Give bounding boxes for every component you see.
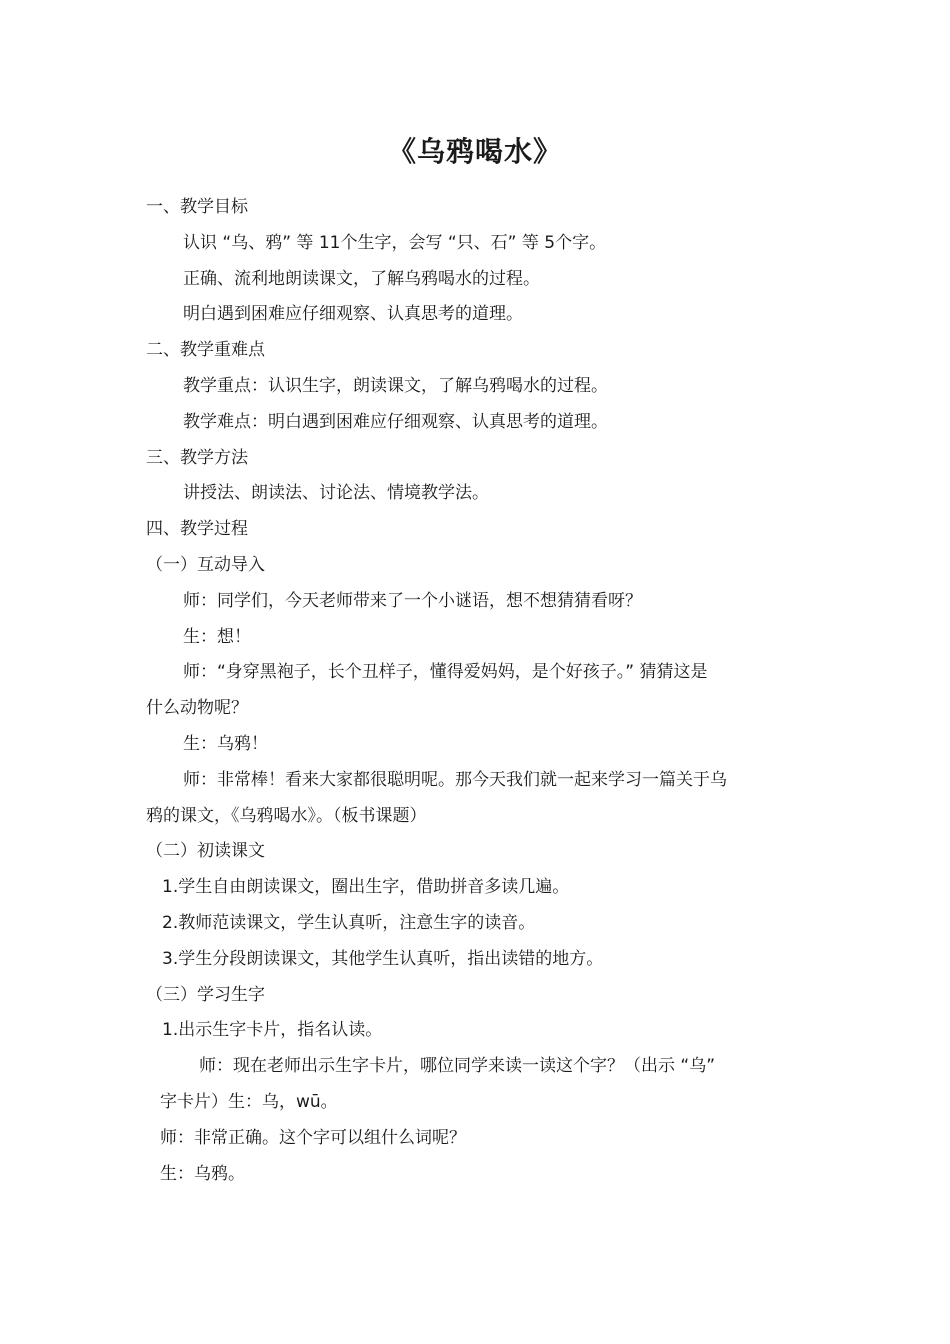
text-line: 师：非常正确。这个字可以组什么词呢？ xyxy=(160,1127,466,1148)
text-line: （三）学习生字 xyxy=(146,984,265,1005)
text-line: 生：乌鸦！ xyxy=(183,733,268,754)
text-line: 师：非常棒！看来大家都很聪明呢。那今天我们就一起来学习一篇关于乌 xyxy=(183,769,727,790)
text-line: 鸦的课文，《乌鸦喝水》。（板书课题） xyxy=(146,805,427,826)
text-line: 生：想！ xyxy=(183,626,251,647)
text-line: 认识 “乌、鸦” 等 11个生字，会写 “只、石” 等 5个字。 xyxy=(183,232,607,253)
text-line: 教学重点：认识生字，朗读课文，了解乌鸦喝水的过程。 xyxy=(183,375,608,396)
text-line: 生：乌鸦。 xyxy=(160,1163,245,1184)
text-line: 师：现在老师出示生字卡片，哪位同学来读一读这个字？（出示 “乌” xyxy=(199,1056,716,1077)
text-line: 师：“身穿黑袍子，长个丑样子，懂得爱妈妈，是个好孩子。” 猜猜这是 xyxy=(183,662,708,683)
document-body xyxy=(146,190,810,1192)
text-line: （二）初读课文 xyxy=(146,841,265,862)
text-line: 一、教学目标 xyxy=(146,197,248,217)
text-line: 什么动物呢？ xyxy=(146,698,248,719)
text-line: 四、教学过程 xyxy=(146,519,248,540)
text-line: （一）互动导入 xyxy=(146,554,265,575)
text-line: 教学难点：明白遇到困难应仔细观察、认真思考的道理。 xyxy=(183,411,608,432)
text-line: 字卡片）生：乌，wū。 xyxy=(160,1091,338,1112)
text-line: 二、教学重难点 xyxy=(146,340,265,361)
text-line: 讲授法、朗读法、讨论法、情境教学法。 xyxy=(183,483,489,504)
text-line: 明白遇到困难应仔细观察、认真思考的道理。 xyxy=(183,304,523,325)
text-line: 3.学生分段朗读课文，其他学生认真听，指出读错的地方。 xyxy=(162,948,604,969)
text-line: 三、教学方法 xyxy=(146,447,248,468)
document-title: 《乌鸦喝水》 xyxy=(387,135,562,168)
text-line: 师：同学们，今天老师带来了一个小谜语，想不想猜猜看呀？ xyxy=(183,590,642,611)
text-line: 1.学生自由朗读课文，圈出生字，借助拼音多读几遍。 xyxy=(162,877,570,898)
text-line: 正确、流利地朗读课文，了解乌鸦喝水的过程。 xyxy=(183,268,540,289)
text-line: 1.出示生字卡片，指名认读。 xyxy=(162,1020,383,1041)
text-line: 2.教师范读课文，学生认真听，注意生字的读音。 xyxy=(162,912,536,933)
